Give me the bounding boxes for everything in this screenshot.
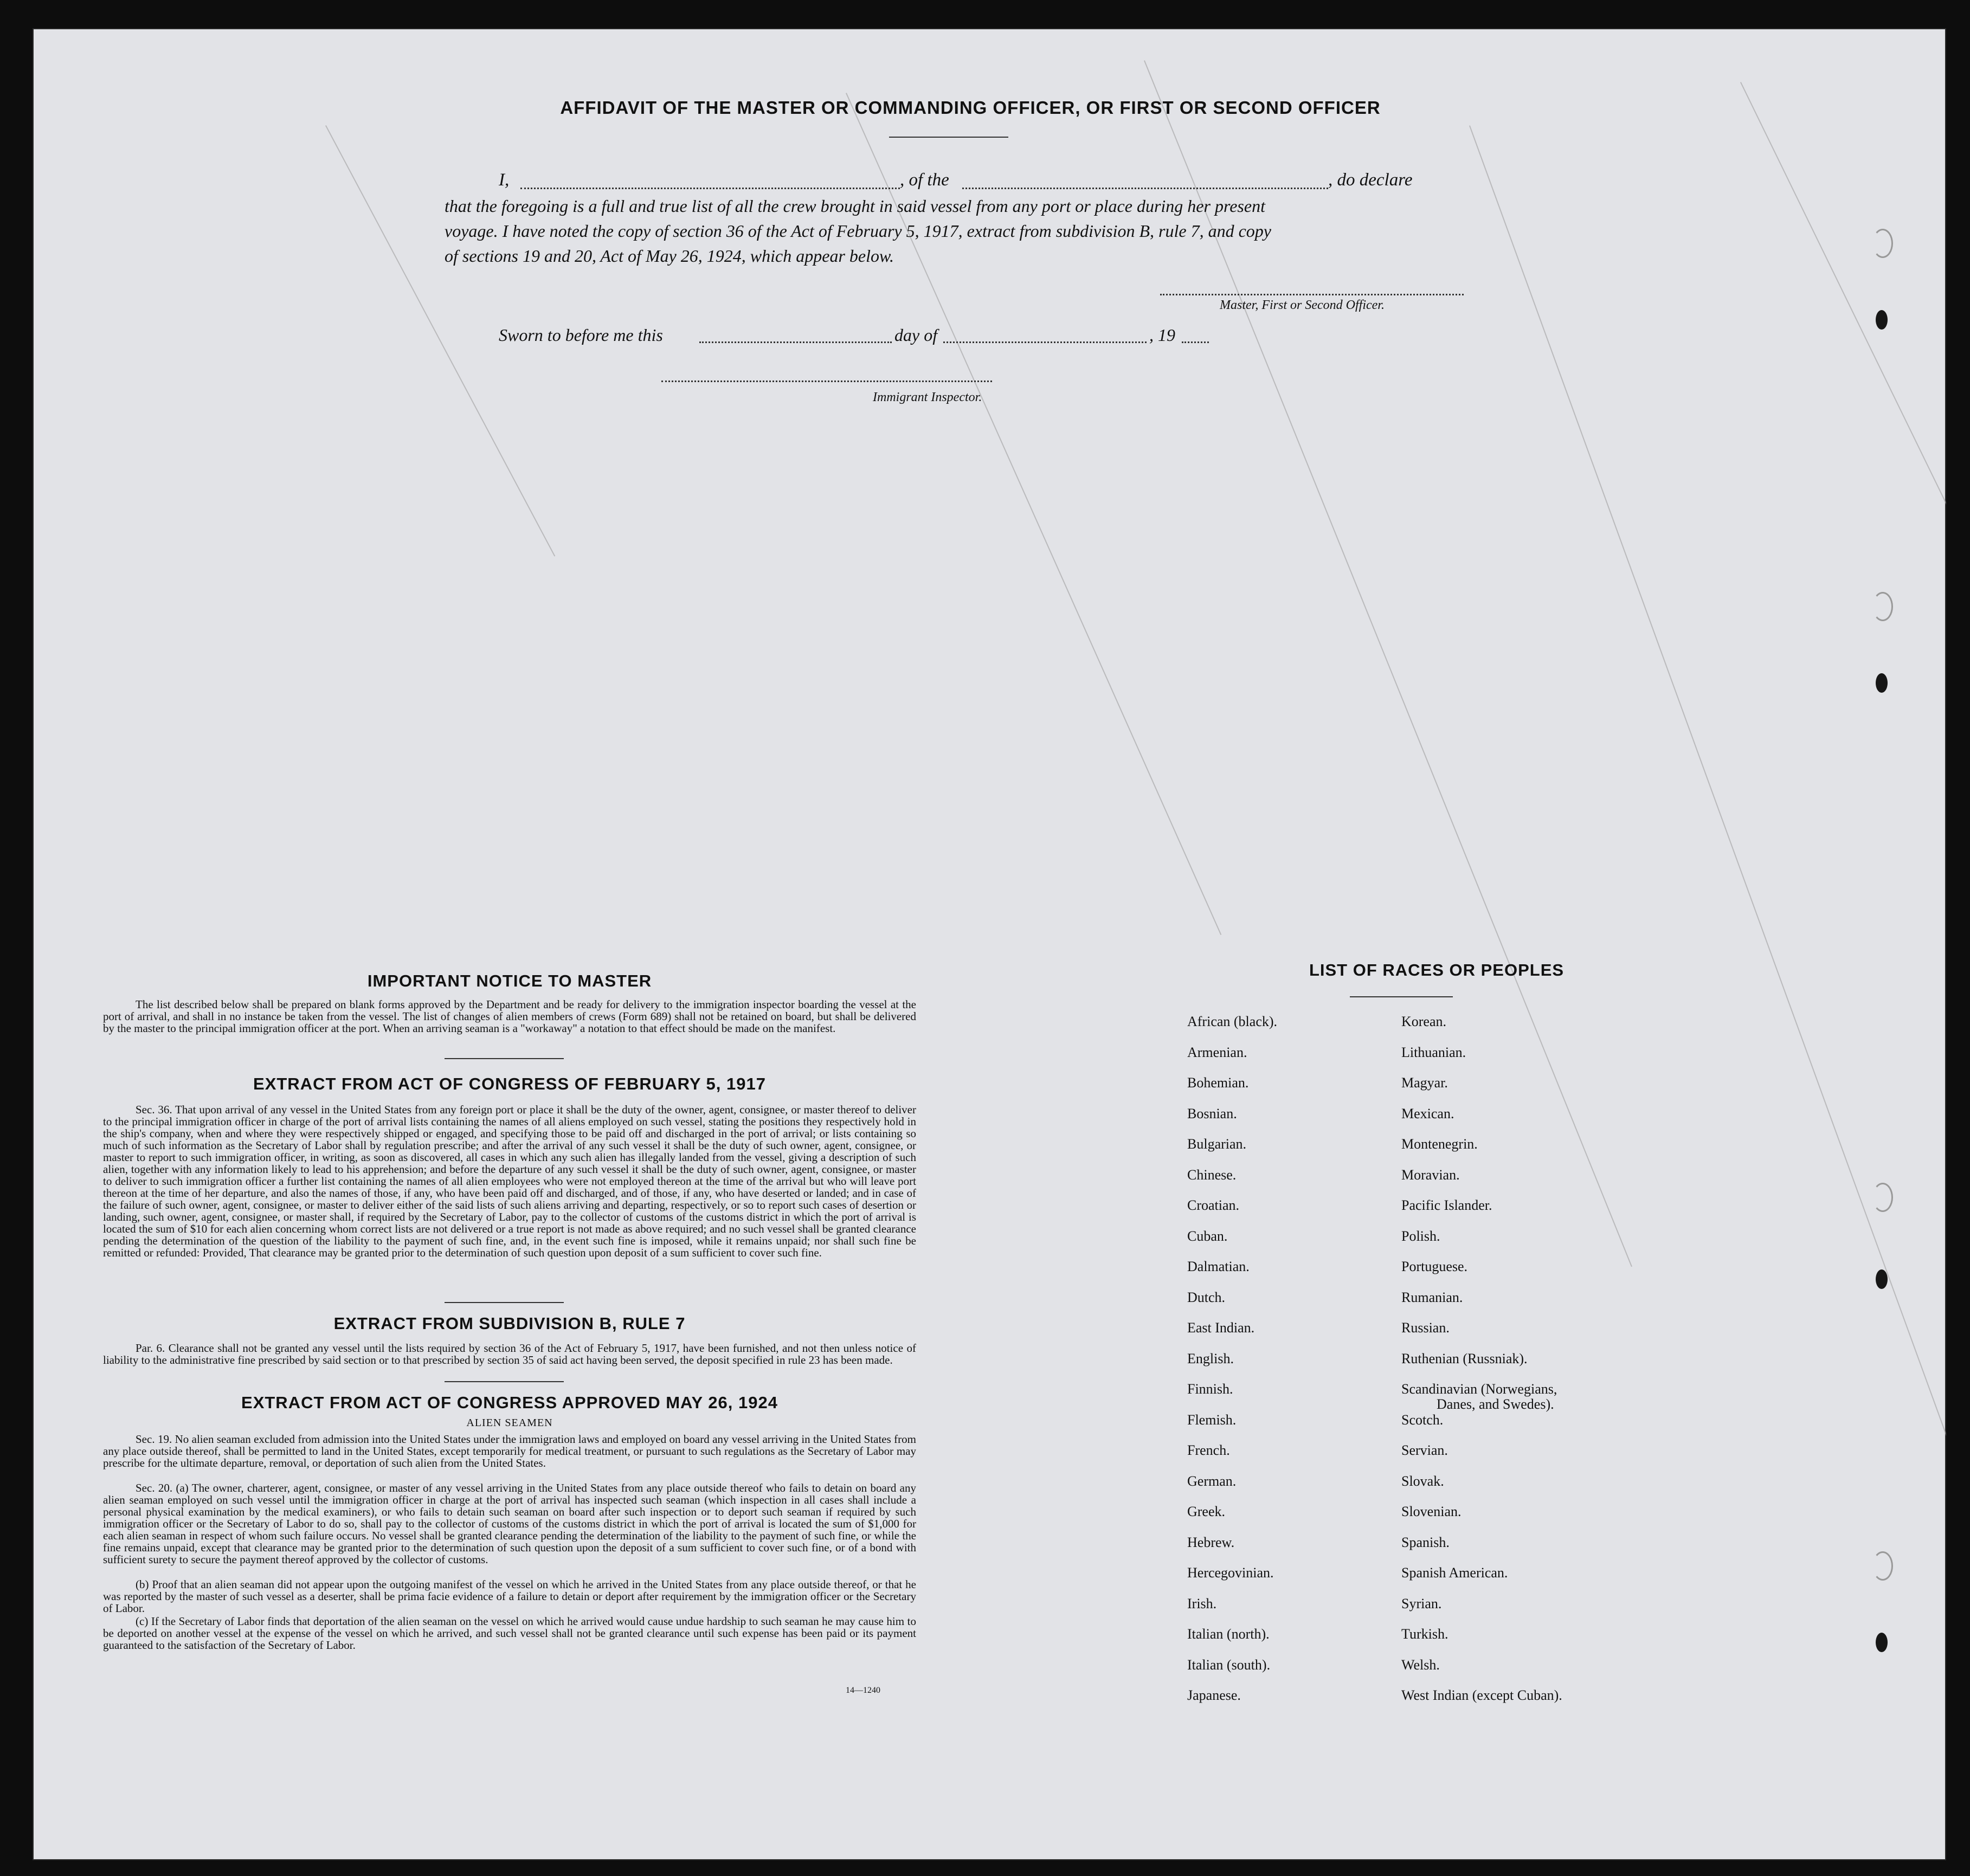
scratch-mark [846,93,1221,935]
races-underline [1350,996,1453,997]
race-item: Syrian. [1401,1595,1442,1611]
form-number: 14—1240 [846,1686,880,1695]
sworn-day-blank[interactable] [699,341,892,343]
affidavit-line3: voyage. I have noted the copy of section 36 of the Act of February 5, 1917, extract from subdivision B, rule 7, and copy [445,221,1271,241]
affidavit-declare: , do declare [1328,170,1413,190]
race-item: Japanese. [1187,1687,1241,1703]
race-item: Korean. [1401,1014,1447,1029]
race-item: Finnish. [1187,1381,1233,1397]
document-sheet [33,28,1946,1860]
binder-hole [1872,1551,1893,1581]
month-blank[interactable] [943,341,1147,343]
race-item: East Indian. [1187,1320,1255,1336]
race-item: Bohemian. [1187,1075,1249,1091]
race-item: Turkish. [1401,1626,1448,1642]
notice-body: The list described below shall be prepared on blank forms approved by the Department and be ready for delivery to the immigration inspector boarding the vessel at the port of arrival, and shall in no instance be taken from the vessel. The list of changes of alien members of crews (Form 689) shall not be retained on board, but shall be delivered by the master to the principal immigration officer at the port. When an arriving seaman is a "workaway" a notation to that effect should be made on the manifest. [103,998,916,1035]
race-item: Portuguese. [1401,1259,1468,1274]
year-blank[interactable] [1182,341,1209,343]
affidavit-line4: of sections 19 and 20, Act of May 26, 1924, which appear below. [445,246,894,266]
day-of-label: day of [894,325,938,345]
affidavit-line1 [461,170,1545,192]
sec20c-body: (c) If the Secretary of Labor finds that deportation of the alien seaman on the vessel on which he arrived would cause undue hardship to such seaman he may cause him to be deported on another vessel at the expense of the vessel on which he arrived, and such vessel shall not be granted clearance until such expense has been paid or its payment guaranteed to the satisfaction of the Secretary of Labor. [103,1615,916,1652]
race-item: Welsh. [1401,1656,1440,1673]
scratch-mark [1740,82,1946,959]
name-blank[interactable] [520,188,900,189]
races-title: LIST OF RACES OR PEOPLES [1309,960,1565,979]
race-item: Russian. [1401,1320,1450,1336]
race-item: Italian (north). [1187,1626,1270,1642]
race-item: Pacific Islander. [1401,1197,1492,1213]
rule7-body: Par. 6. Clearance shall not be granted any vessel until the lists required by section 36 of the Act of February 5, 1917, have been furnished, and not then unless notice of liability to the administrative fine prescribed by said section or to that prescribed by section 35 of said act having been served, the deposit specified in rule 23 has been made. [103,1342,916,1366]
race-item: German. [1187,1473,1237,1489]
race-item: Croatian. [1187,1197,1240,1213]
race-item: Armenian. [1187,1044,1247,1060]
race-item: Servian. [1401,1442,1448,1458]
race-item: French. [1187,1442,1230,1458]
title-underline [889,137,1008,138]
race-item: Dalmatian. [1187,1259,1250,1274]
race-item: Hebrew. [1187,1534,1235,1550]
affidavit-title: AFFIDAVIT OF THE MASTER OR COMMANDING OFFICER, OR FIRST OR SECOND OFFICER [560,98,1381,118]
race-item: Magyar. [1401,1075,1448,1091]
sworn-label: Sworn to before me this [499,325,663,345]
race-item: English. [1187,1350,1234,1366]
binder-hole [1876,1269,1888,1289]
binder-hole [1872,1183,1893,1212]
alien-seamen-subtitle: ALIEN SEAMEN [466,1417,553,1429]
race-item: Lithuanian. [1401,1044,1466,1060]
binder-hole [1876,310,1888,330]
sec19-body: Sec. 19. No alien seaman excluded from admission into the United States under the immigration laws and employed on board any vessel arriving in the United States from any place outside thereof, shall be permitted to land in the United States, except temporarily for medical treatment, or pursuant to such regulations as the Secretary of Labor may prescribe for the ultimate departure, removal, or deportation of such alien from the United States. [103,1433,916,1469]
sec20a-body: Sec. 20. (a) The owner, charterer, agent, consignee, or master of any vessel arriving in the United States from any place outside thereof who fails to detain on board any alien seaman employed on such vessel until the immigration officer in charge at the port of arrival has inspected such seaman (which inspection in all cases shall include a personal physical examination by the medical examiners), or who fails to detain such seaman on board after such inspection or to deport such seaman if required by such immigration officer or the Secretary of Labor to do so, shall pay to the collector of customs of the customs district in which the port of arrival is located the sum of $1,000 for each alien seaman in respect of whom such failure occurs. No vessel shall be granted clearance pending the determination of the liability to the payment of such fine, or while the fine remains unpaid, except that clearance may be granted prior to the determination of such question upon the deposit of a sum sufficient to cover such fine, or of a bond with sufficient surety to secure the payment thereof approved by the collector of customs. [103,1481,916,1566]
race-item: Polish. [1401,1228,1440,1244]
race-item: Ruthenian (Russniak). [1401,1350,1528,1366]
race-item: Slovenian. [1401,1504,1462,1519]
race-item: Spanish. [1401,1534,1450,1550]
race-item: Cuban. [1187,1228,1228,1244]
race-item: Montenegrin. [1401,1136,1478,1152]
section-divider [445,1058,564,1059]
race-item: Hercegovinian. [1187,1565,1274,1581]
race-item: Chinese. [1187,1166,1237,1183]
section-divider [445,1302,564,1303]
vessel-blank[interactable] [962,188,1328,189]
race-item: Rumanian. [1401,1289,1463,1305]
race-item: Moravian. [1401,1166,1460,1183]
race-item: Italian (south). [1187,1656,1271,1673]
binder-hole [1872,229,1893,258]
rule7-title: EXTRACT FROM SUBDIVISION B, RULE 7 [333,1314,686,1333]
affidavit-line2: that the foregoing is a full and true list of all the crew brought in said vessel from any port or place during her present [445,196,1265,216]
scratch-mark [1469,125,1946,1450]
race-item: Scandinavian (Norwegians, [1401,1381,1557,1397]
affidavit-of-the: , of the [900,170,949,190]
year-label: , 19 [1149,325,1175,345]
race-item: Mexican. [1401,1105,1454,1121]
inspector-label: Immigrant Inspector. [873,390,982,404]
sec20b-body: (b) Proof that an alien seaman did not appear upon the outgoing manifest of the vessel on which he arrived in the United States from any place outside thereof, or that he was reported by the master of such vessel as a deserter, shall be prima facie evidence of a failure to detain or deport after requirement by the immigration officer or the Secretary of Labor. [103,1578,916,1615]
binder-hole [1876,673,1888,693]
race-item-continuation: Danes, and Swedes). [1437,1396,1554,1412]
race-item: Greek. [1187,1504,1226,1519]
binder-hole [1876,1633,1888,1652]
notice-title: IMPORTANT NOTICE TO MASTER [367,971,652,990]
sworn-line [499,325,1312,347]
race-item: Irish. [1187,1595,1217,1611]
race-item: Spanish American. [1401,1565,1508,1581]
section-divider [445,1381,564,1382]
race-item: African (black). [1187,1014,1278,1029]
race-item: Dutch. [1187,1289,1226,1305]
race-item: Scotch. [1401,1411,1444,1428]
race-item: West Indian (except Cuban). [1401,1687,1562,1703]
race-item: Bulgarian. [1187,1136,1247,1152]
race-item: Bosnian. [1187,1105,1237,1121]
race-item: Slovak. [1401,1473,1444,1489]
inspector-blank[interactable] [661,381,992,382]
extract-1924-title: EXTRACT FROM ACT OF CONGRESS APPROVED MAY 26, 1924 [241,1393,778,1412]
binder-hole [1872,592,1893,621]
affidavit-i: I, [499,170,510,190]
extract-1917-title: EXTRACT FROM ACT OF CONGRESS OF FEBRUARY 5, 1917 [253,1074,766,1093]
signature-blank[interactable] [1160,294,1464,295]
signature-label: Master, First or Second Officer. [1220,298,1385,312]
race-item: Flemish. [1187,1411,1237,1428]
extract-1917-body: Sec. 36. That upon arrival of any vessel in the United States from any foreign port or place it shall be the duty of the owner, agent, consignee, or master thereof to deliver to the principal immigration officer in charge of the port of arrival lists containing the names of all aliens employed on such vessel, stating the positions they respectively hold in the ship's company, when and where they were respectively shipped or engaged, and specifying those to be paid off and discharged in the port of arrival; or lists containing so much of such information as the Secretary of Labor shall by regulation prescribe; and after the arrival of any such vessel it shall be the duty of such owner, agent, consignee, or master to report to such immigration officer, in writing, as soon as discovered, all cases in which any such alien has illegally landed from the vessel, giving a description of such alien, together with any information likely to lead to his apprehension; and before the departure of any such vessel it shall be the duty of such owner, agent, consignee, or master to deliver to such immigration officer a further list containing the names of all alien employees who were not employed thereon at the time of the arrival but who will leave port thereon at the time of her departure, and also the names of those, if any, who have been paid off and discharged, and of those, if any, who have deserted or landed; and in case of the failure of such owner, agent, consignee, or master to deliver either of the said lists of such aliens arriving and departing, respectively, or so to report such cases of desertion or landing, such owner, agent, consignee, or master shall, if required by the Secretary of Labor, pay to the collector of customs of the customs district in which the port of arrival is located the sum of $10 for each alien concerning whom correct lists are not delivered or a true report is not made as above required; and no such vessel shall be granted clearance pending the determination of the question of the liability to the payment of such fine, and, in the event such fine is imposed, while it remains unpaid; nor shall such fine be remitted or refunded: Provided, That clearance may be granted prior to the determination of such question upon deposit of a sum sufficient to cover such fine. [103,1103,916,1259]
